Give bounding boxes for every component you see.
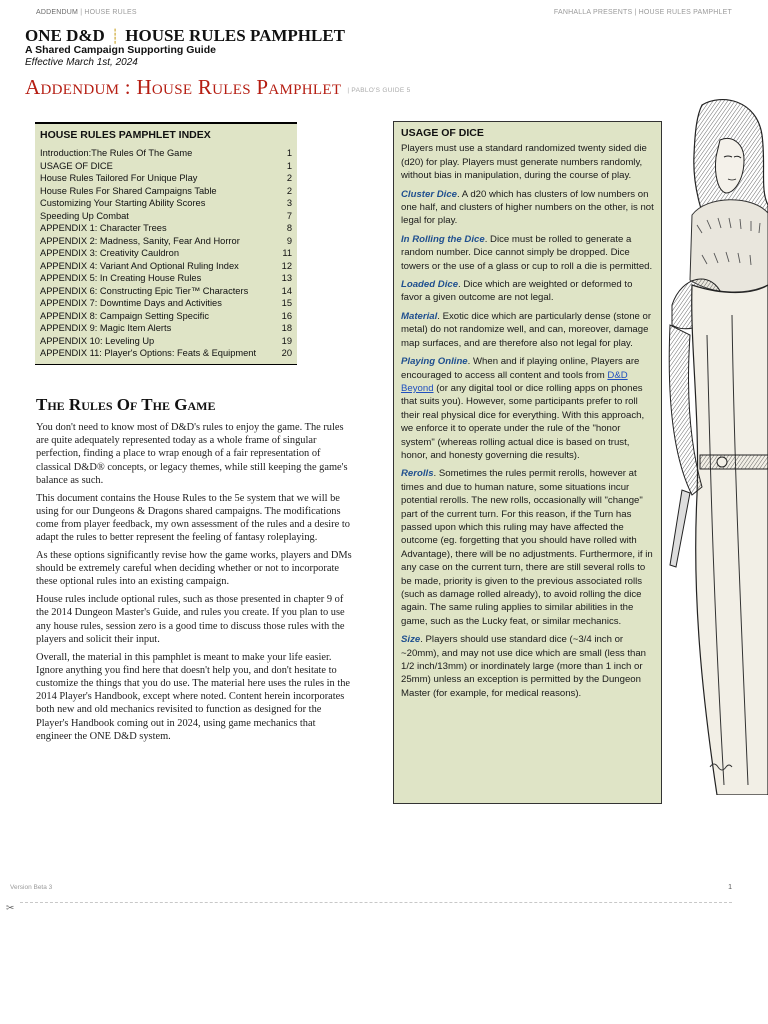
index-entry[interactable] — [40, 285, 292, 298]
index-entry-label: Speeding Up Combat — [40, 210, 129, 221]
title-part-two: HOUSE RULES PAMPHLET — [125, 26, 346, 45]
index-entry-page: 11 — [282, 248, 292, 258]
loaded-dice-term: Loaded Dice — [401, 279, 459, 291]
running-header-left — [36, 9, 137, 16]
index-entry-label: House Rules For Shared Campaigns Table — [40, 185, 217, 196]
dice-intro: Players must use a standard randomized twenty sided die (d20) for play. Players must generate numbers randomly, without bias in manipulation, during the course of play. — [401, 143, 647, 182]
material-text: . Exotic dice which are particularly dense (stone or metal) do not randomize well, and can, moreover, damage map surfaces, and are therefore also not legal for play. — [401, 310, 652, 349]
page-number: 1 — [728, 884, 732, 891]
rolling-dice-rule — [401, 233, 654, 273]
index-entry[interactable] — [40, 347, 292, 360]
loaded-dice-text: . Dice which are weighted or deformed to favor a given outcome are not legal. — [401, 279, 633, 304]
version-label: Version Beta 3 — [10, 884, 53, 891]
index-entry-page: 20 — [281, 348, 292, 358]
index-entry-label: Introduction:The Rules Of The Game — [40, 148, 193, 158]
index-entry-label: Customizing Your Starting Ability Scores — [40, 198, 206, 208]
index-entry-label: House Rules Tailored For Unique Play — [40, 173, 198, 183]
index-entry-page: 9 — [286, 235, 292, 246]
index-entry-label: APPENDIX 6: Constructing Epic Tier™ Characters — [40, 285, 249, 296]
title-divider: ┊ — [110, 30, 120, 45]
material-term: Material — [401, 310, 438, 322]
index-title: HOUSE RULES PAMPHLET INDEX — [40, 129, 211, 141]
running-header-right: FANHALLA PRESENTS | HOUSE RULES PAMPHLET — [553, 9, 732, 16]
title-part-one: ONE D&D — [25, 26, 105, 45]
index-entry[interactable] — [40, 210, 292, 223]
index-entry[interactable] — [40, 297, 292, 310]
guide-tag: | PABLO'S GUIDE 5 — [347, 86, 411, 94]
playing-online-text: . When and if playing online, Players are encouraged to access all content and tools from — [401, 356, 640, 381]
dice-usage-box — [393, 121, 662, 804]
index-entry[interactable] — [40, 322, 292, 335]
document-title — [25, 26, 345, 46]
size-text: . Players should use standard dice (~3/4 inch or ~20mm), and may not use dice which are small (less than 1/2 inch/13mm) or inordinately large (more than 1 inch or 25mm) unless an exception is permitted by the Dungeon Master (for example, for medical reasons). — [401, 634, 647, 699]
playing-online-rule — [401, 355, 654, 462]
section-heading: The Rules Of The Game — [36, 395, 216, 414]
loaded-dice-rule — [401, 278, 654, 305]
index-entry[interactable] — [40, 235, 292, 248]
index-entry[interactable] — [40, 272, 292, 285]
index-box — [35, 122, 297, 365]
index-entry-label: APPENDIX 5: In Creating House Rules — [40, 273, 202, 283]
dnd-beyond-link[interactable]: D&D Beyond — [401, 369, 628, 394]
cloaked-adventurer-illustration — [662, 95, 768, 795]
body-paragraph: This document contains the House Rules to the 5e system that we will be using for our Dungeons & Dragons shared campaigns. The modifications come from player feedback, my own assessment of the rules and a desire to adapt the rules to better represent the feeling of fantasy roleplaying. — [36, 492, 350, 544]
index-entry[interactable] — [40, 172, 292, 185]
body-paragraph: Overall, the material in this pamphlet is meant to make your life easier. Ignore anything you find here that doesn't help you, and don't hesitate to customize the things that you do use. The material here uses the rules in the 2014 Player's Handbook, except where noted. Content herein incorporates both new and old mechanics revisited to function as designed for the Player's Handbook coming out in 2024, using game mechanics that engineer the ONE D&D system. — [36, 651, 351, 742]
index-entry[interactable] — [40, 197, 292, 210]
index-entry-page: 2 — [286, 185, 292, 196]
rerolls-rule — [401, 467, 654, 628]
index-entry-page: 18 — [281, 323, 292, 333]
index-entry-label: APPENDIX 2: Madness, Sanity, Fear And Horror — [40, 235, 240, 246]
index-entry[interactable] — [40, 260, 292, 273]
size-rule — [401, 633, 654, 700]
cut-line — [20, 902, 732, 903]
playing-online-term: Playing Online — [401, 356, 468, 368]
rerolls-text: . Sometimes the rules permit rerolls, however at times and due to human nature, some situations incur potential rerolls. The new rolls, occasionally will "change" part of the current turn. For this reason, if the Turn has passed upon which this ruling may have affected the outcome (eg. forgetting that you should have rolled with Advantage), there will be no adjustments. Furthermore, if in any case on the current turn, there are still several rolls to be made, priority is given to the previous associated rolls (such as damage rolled already), to avoid rolling the dice again. The same ruling applies to similar abilities in the game, such as the Lucky feat, or similar mechanics. — [401, 468, 653, 627]
effective-date: Effective March 1st, 2024 — [25, 57, 138, 68]
index-entry-page: 12 — [281, 260, 292, 271]
dice-heading: USAGE OF DICE — [401, 127, 484, 139]
index-entry-page: 3 — [286, 198, 292, 208]
material-rule — [401, 310, 654, 350]
size-term: Size — [401, 634, 421, 646]
index-entry-label: APPENDIX 8: Campaign Setting Specific — [40, 310, 209, 321]
header-separator: | — [80, 9, 83, 16]
header-section: HOUSE RULES — [84, 9, 137, 16]
index-entry[interactable] — [40, 335, 292, 348]
index-entry[interactable] — [40, 310, 292, 323]
index-entry-page: 7 — [286, 210, 292, 221]
index-entry-page: 19 — [281, 335, 292, 346]
index-entry[interactable] — [40, 222, 292, 235]
document-subtitle: A Shared Campaign Supporting Guide — [25, 44, 216, 56]
index-entry-label: APPENDIX 7: Downtime Days and Activities — [40, 298, 222, 308]
index-entry-page: 1 — [286, 148, 292, 158]
index-entry-label: APPENDIX 4: Variant And Optional Ruling Index — [40, 260, 239, 271]
body-paragraph: As these options significantly revise how the game works, players and DMs should be extremely careful when deciding whether or not to incorporate these optional rules into an existing campaign. — [36, 550, 352, 588]
rules-body — [36, 421, 352, 748]
index-entry-page: 8 — [286, 223, 292, 233]
index-entry-label: APPENDIX 1: Character Trees — [40, 223, 167, 233]
index-entry[interactable] — [40, 147, 292, 160]
index-entry-label: APPENDIX 11: Player's Options: Feats & Equipment — [40, 348, 257, 358]
index-entry-label: USAGE OF DICE — [40, 160, 113, 171]
cluster-dice-term: Cluster Dice — [401, 188, 457, 200]
addendum-heading-block — [25, 75, 411, 100]
index-entry-page: 1 — [286, 160, 292, 171]
cluster-dice-text: . A d20 which has clusters of low numbers on one half, and clusters of higher numbers on the other, is not legal for play. — [401, 188, 654, 227]
index-entry[interactable] — [40, 160, 292, 173]
index-entry-page: 16 — [281, 310, 292, 321]
index-entry[interactable] — [40, 185, 292, 198]
body-paragraph: You don't need to know most of D&D's rules to enjoy the game. The rules are quite adequately represented today as a whole frame of singular perfection, finding a place to wrap enough of a fair representation of classical D&D® concepts, or legacy themes, while still keeping the game's balance as such. — [36, 422, 348, 486]
index-entry-page: 15 — [281, 298, 292, 308]
playing-online-text-continued: (or any digital tool or dice rolling apps on phones that suits you). However, some participants prefer to roll their real physical dice for everything. With this approach, we enforce it to operate under the rule of the "honor system" (whereas rolling actual dice is based on trust, honor, and honesty governing die results). — [401, 382, 645, 461]
index-entry-label: APPENDIX 9: Magic Item Alerts — [40, 323, 172, 333]
index-entry-label: APPENDIX 3: Creativity Cauldron — [40, 248, 179, 258]
index-entry-page: 13 — [281, 273, 292, 283]
index-entry-label: APPENDIX 10: Leveling Up — [40, 335, 155, 346]
body-paragraph: House rules include optional rules, such as those presented in chapter 9 of the 2014 Dungeon Master's Guide, and rules you create. If you plan to use any house rules, session zero is a good time to discuss those rules with the players and solicit their input. — [36, 594, 345, 645]
addendum-heading: Addendum : House Rules Pamphlet — [25, 75, 342, 99]
rolling-dice-term: In Rolling the Dice — [401, 233, 485, 245]
index-entry-page: 2 — [286, 173, 292, 183]
index-entry[interactable] — [40, 247, 292, 260]
index-entry-page: 14 — [281, 285, 292, 296]
rerolls-term: Rerolls — [401, 468, 434, 480]
rolling-dice-text: . Dice must be rolled to generate a random number. Dice cannot simply be dropped. Dice towers or the use of a glass or cup to roll a die is permitted. — [401, 233, 653, 272]
cluster-dice-rule — [401, 188, 654, 228]
header-prefix: ADDENDUM — [36, 9, 79, 16]
scissors-icon: ✂ — [6, 903, 15, 914]
